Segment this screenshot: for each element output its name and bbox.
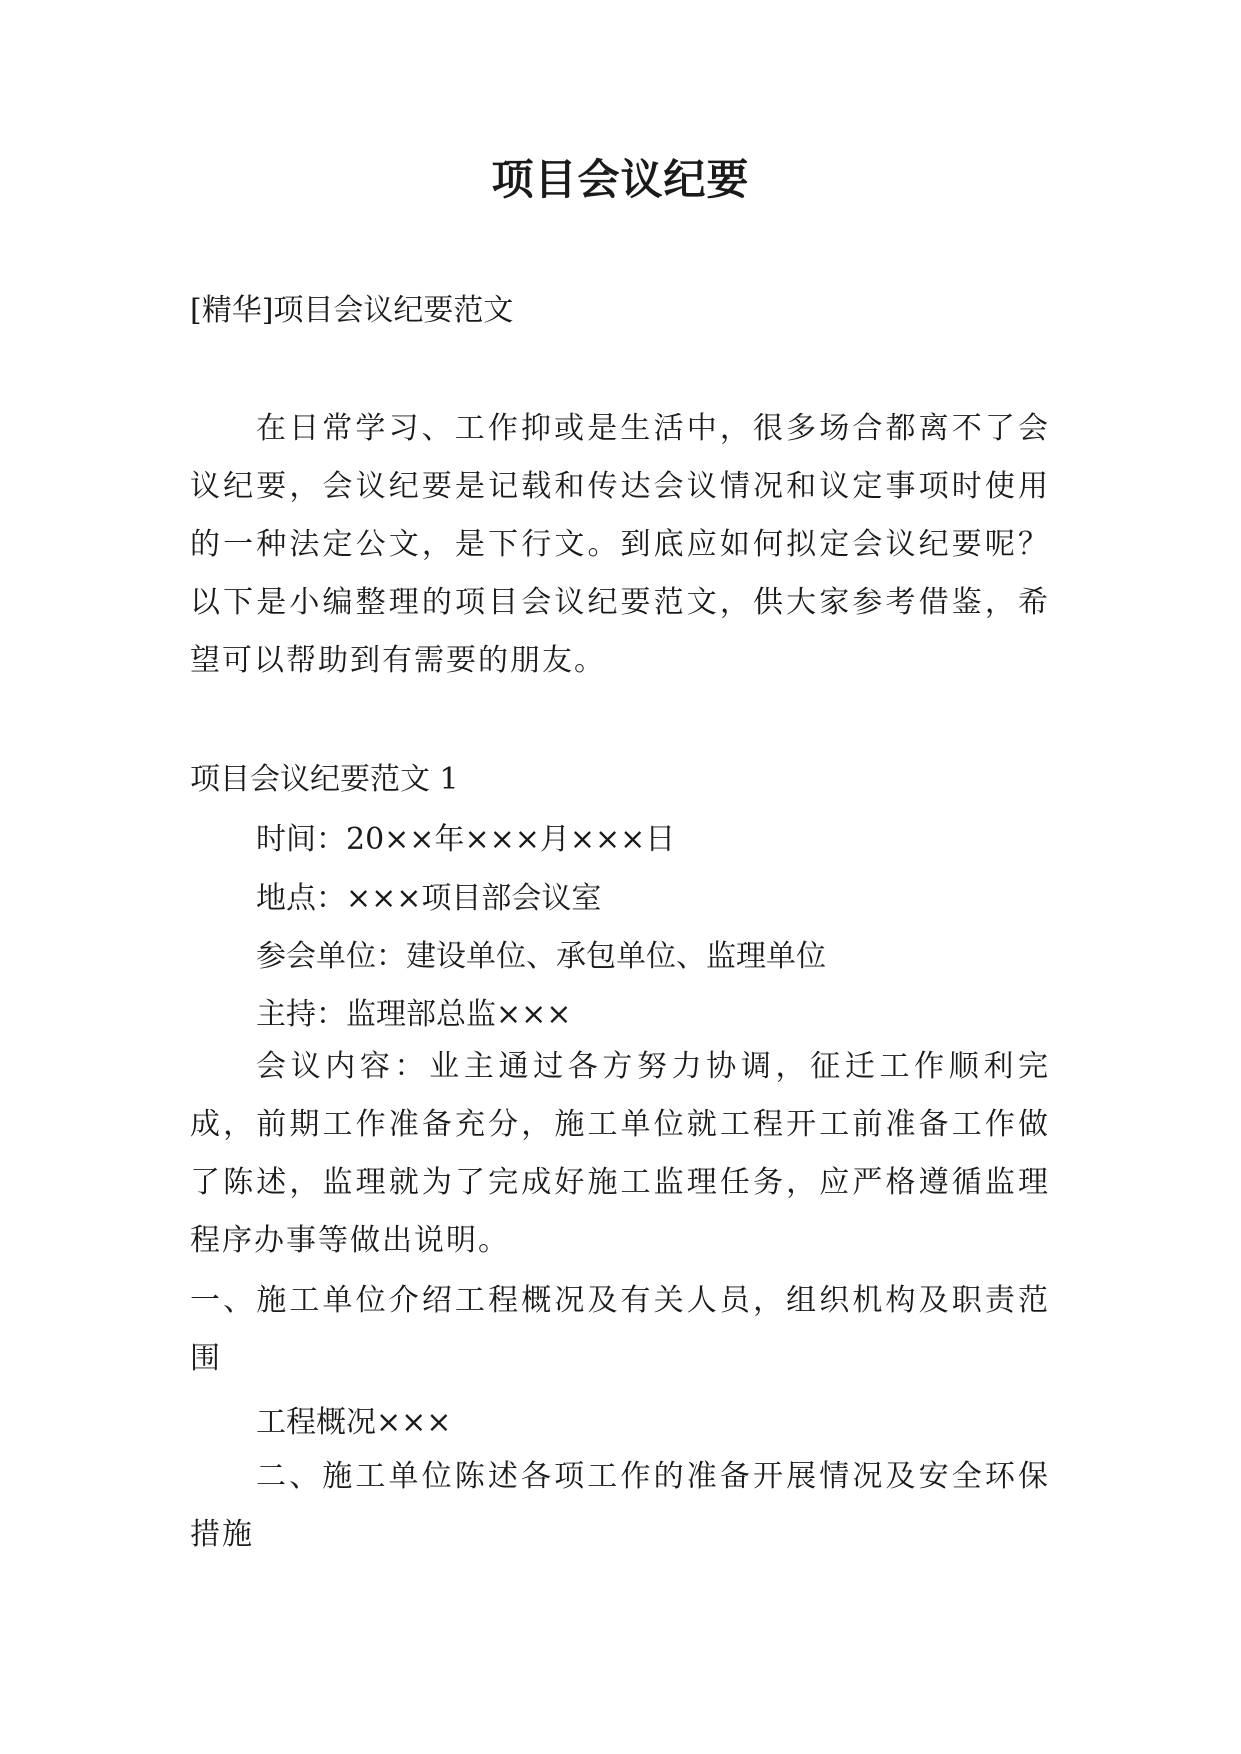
meeting-time: 时间：20××年×××月×××日 [256,822,676,857]
meeting-host: 主持：监理部总监××× [256,997,572,1032]
document-title: 项目会议纪要 [491,155,750,204]
intro-paragraph: 在日常学习、工作抑或是生活中，很多场合都离不了会议纪要，会议纪要是记载和传达会议情况和议定事项时使用的一种法定公文，是下行文。到底应如何拟定会议纪要呢？以下是小编整理的项目会议纪要范文，供大家参考借鉴，希望可以帮助到有需要的朋友。 [190,411,1050,678]
project-overview: 工程概况××× [256,1405,452,1440]
agenda-item-2: 二、施工单位陈述各项工作的准备开展情况及安全环保措施 [190,1459,1050,1552]
meeting-units: 参会单位：建设单位、承包单位、监理单位 [256,939,826,974]
meeting-content: 会议内容：业主通过各方努力协调，征迁工作顺利完成，前期工作准备充分，施工单位就工程开工前准备工作做了陈述，监理就为了完成好施工监理任务，应严格遵循监理程序办事等做出说明。 [190,1049,1050,1258]
document-subtitle: [精华]项目会议纪要范文 [190,293,514,328]
agenda-item-1: 一、施工单位介绍工程概况及有关人员，组织机构及职责范围 [190,1283,1050,1376]
section-heading: 项目会议纪要范文 1 [190,762,459,797]
meeting-place: 地点：×××项目部会议室 [256,881,602,916]
